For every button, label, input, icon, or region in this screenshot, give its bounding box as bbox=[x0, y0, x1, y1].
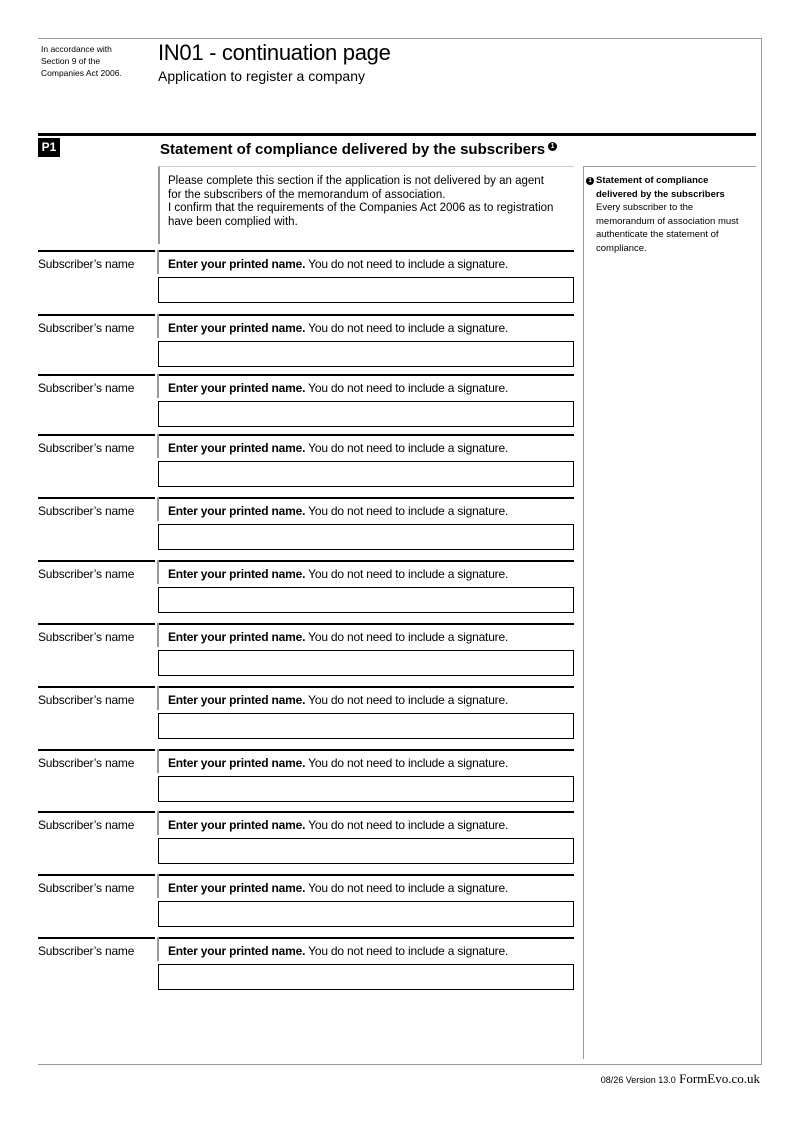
subscriber-label: Subscriber’s name bbox=[38, 818, 135, 832]
subscriber-name-field[interactable] bbox=[158, 587, 574, 613]
sidebar-note-heading-line: delivered by the subscribers bbox=[596, 188, 725, 200]
row-separator bbox=[157, 686, 159, 710]
intro-line: Please complete this section if the application is not delivered by an agent bbox=[168, 175, 544, 187]
subscriber-label: Subscriber’s name bbox=[38, 630, 135, 644]
section-heading-text: Statement of compliance delivered by the subscribers bbox=[160, 141, 546, 158]
subscriber-label: Subscriber’s name bbox=[38, 693, 135, 707]
subscriber-instruction bbox=[168, 944, 508, 958]
row-divider bbox=[158, 623, 574, 625]
row-divider bbox=[158, 374, 574, 376]
row-separator bbox=[157, 250, 159, 274]
subscriber-name-field[interactable] bbox=[158, 713, 574, 739]
row-separator bbox=[157, 560, 159, 584]
subscriber-name-field[interactable] bbox=[158, 341, 574, 367]
instruction-bold: Enter your printed name. bbox=[168, 944, 306, 958]
instruction-bold: Enter your printed name. bbox=[168, 504, 306, 518]
instruction-text: You do not need to include a signature. bbox=[305, 756, 509, 770]
subscriber-name-field[interactable] bbox=[158, 524, 574, 550]
instruction-bold: Enter your printed name. bbox=[168, 567, 306, 581]
instruction-bold: Enter your printed name. bbox=[168, 818, 306, 832]
subscriber-label: Subscriber’s name bbox=[38, 756, 135, 770]
row-separator bbox=[157, 623, 159, 647]
form-subtitle: Application to register a company bbox=[158, 68, 365, 84]
legal-line: Companies Act 2006. bbox=[41, 68, 122, 78]
instruction-text: You do not need to include a signature. bbox=[305, 257, 509, 271]
legal-reference bbox=[41, 43, 141, 79]
section-divider bbox=[38, 133, 756, 136]
subscriber-name-field[interactable] bbox=[158, 838, 574, 864]
subscriber-instruction bbox=[168, 381, 508, 395]
row-divider bbox=[38, 874, 155, 876]
instruction-bold: Enter your printed name. bbox=[168, 881, 306, 895]
sidebar-note-heading-line: Statement of compliance bbox=[596, 175, 709, 186]
row-divider bbox=[38, 749, 155, 751]
row-divider bbox=[38, 623, 155, 625]
subscriber-instruction bbox=[168, 881, 508, 895]
subscriber-instruction bbox=[168, 321, 508, 335]
row-divider bbox=[38, 560, 155, 562]
row-divider bbox=[38, 497, 155, 499]
subscriber-label: Subscriber’s name bbox=[38, 504, 135, 518]
instruction-bold: Enter your printed name. bbox=[168, 321, 306, 335]
instruction-text: You do not need to include a signature. bbox=[305, 567, 509, 581]
subscriber-instruction bbox=[168, 441, 508, 455]
instruction-bold: Enter your printed name. bbox=[168, 257, 306, 271]
subscriber-label: Subscriber’s name bbox=[38, 567, 135, 581]
subscriber-label: Subscriber’s name bbox=[38, 321, 135, 335]
page-border-bottom bbox=[38, 1064, 762, 1065]
subscriber-row bbox=[38, 937, 575, 1017]
footer bbox=[601, 1071, 760, 1087]
instruction-text: You do not need to include a signature. bbox=[305, 818, 509, 832]
intro-line: for the subscribers of the memorandum of association. bbox=[168, 188, 446, 201]
subscriber-label: Subscriber’s name bbox=[38, 381, 135, 395]
row-separator bbox=[157, 314, 159, 338]
page-border-right bbox=[761, 38, 762, 1065]
row-divider bbox=[158, 560, 574, 562]
row-divider bbox=[158, 250, 574, 252]
subscriber-label: Subscriber’s name bbox=[38, 257, 135, 271]
row-divider bbox=[158, 811, 574, 813]
row-separator bbox=[157, 874, 159, 898]
row-separator bbox=[157, 374, 159, 398]
section-badge: P1 bbox=[38, 138, 60, 157]
row-separator bbox=[157, 811, 159, 835]
subscriber-label: Subscriber’s name bbox=[38, 944, 135, 958]
row-divider bbox=[38, 434, 155, 436]
instruction-text: You do not need to include a signature. bbox=[305, 630, 509, 644]
subscriber-label: Subscriber’s name bbox=[38, 441, 135, 455]
row-separator bbox=[157, 434, 159, 458]
row-divider bbox=[158, 314, 574, 316]
subscriber-name-field[interactable] bbox=[158, 461, 574, 487]
instruction-text: You do not need to include a signature. bbox=[305, 321, 509, 335]
sidebar-note-line: memorandum of association must bbox=[596, 215, 739, 227]
sidebar-note-line: authenticate the statement of bbox=[596, 229, 719, 241]
row-divider bbox=[158, 937, 574, 939]
row-divider bbox=[158, 749, 574, 751]
section-heading bbox=[160, 141, 557, 158]
subscriber-instruction bbox=[168, 693, 508, 707]
legal-line: In accordance with bbox=[41, 44, 112, 54]
subscriber-label: Subscriber’s name bbox=[38, 881, 135, 895]
sidebar-note-heading bbox=[586, 174, 751, 201]
subscriber-instruction bbox=[168, 504, 508, 518]
row-divider bbox=[38, 374, 155, 376]
instruction-text: You do not need to include a signature. bbox=[305, 693, 509, 707]
instruction-text: You do not need to include a signature. bbox=[305, 381, 509, 395]
page-border-top bbox=[38, 38, 762, 39]
subscriber-name-field[interactable] bbox=[158, 277, 574, 303]
note-marker-icon: 1 bbox=[548, 142, 557, 151]
legal-line: Section 9 of the bbox=[41, 56, 101, 66]
subscriber-instruction bbox=[168, 756, 508, 770]
sidebar-note bbox=[586, 174, 751, 256]
subscriber-name-field[interactable] bbox=[158, 650, 574, 676]
sidebar-note-line: Every subscriber to the bbox=[596, 202, 694, 214]
subscriber-instruction bbox=[168, 630, 508, 644]
subscriber-name-field[interactable] bbox=[158, 776, 574, 802]
instruction-bold: Enter your printed name. bbox=[168, 693, 306, 707]
subscriber-instruction bbox=[168, 818, 508, 832]
row-divider bbox=[158, 686, 574, 688]
sidebar-divider bbox=[583, 166, 756, 167]
row-divider bbox=[158, 497, 574, 499]
row-divider bbox=[38, 250, 155, 252]
subscriber-name-field[interactable] bbox=[158, 901, 574, 927]
instruction-text: You do not need to include a signature. bbox=[305, 441, 509, 455]
row-separator bbox=[157, 937, 159, 961]
sidebar-note-line: compliance. bbox=[596, 242, 647, 254]
version-text: 08/26 Version 13.0 bbox=[600, 1075, 676, 1085]
form-title: IN01 - continuation page bbox=[158, 40, 391, 65]
intro-line: I confirm that the requirements of the Companies Act 2006 as to registration bbox=[168, 202, 554, 215]
row-divider bbox=[158, 434, 574, 436]
instruction-text: You do not need to include a signature. bbox=[305, 944, 509, 958]
row-divider bbox=[38, 314, 155, 316]
subscriber-instruction bbox=[168, 567, 508, 581]
row-divider bbox=[158, 874, 574, 876]
subscriber-name-field[interactable] bbox=[158, 401, 574, 427]
instruction-bold: Enter your printed name. bbox=[168, 381, 306, 395]
instruction-bold: Enter your printed name. bbox=[168, 756, 306, 770]
subscriber-name-field[interactable] bbox=[158, 964, 574, 990]
brand-text: FormEvo.co.uk bbox=[679, 1071, 760, 1086]
row-divider bbox=[38, 811, 155, 813]
instruction-text: You do not need to include a signature. bbox=[305, 504, 509, 518]
instruction-text: You do not need to include a signature. bbox=[305, 881, 509, 895]
subscriber-instruction bbox=[168, 257, 508, 271]
sidebar-border bbox=[583, 166, 584, 1059]
row-separator bbox=[157, 749, 159, 773]
instruction-bold: Enter your printed name. bbox=[168, 630, 306, 644]
row-divider bbox=[38, 937, 155, 939]
row-divider bbox=[38, 686, 155, 688]
row-separator bbox=[157, 497, 159, 521]
intro-line: have been complied with. bbox=[168, 215, 298, 228]
note-marker-icon: 1 bbox=[586, 177, 594, 185]
instruction-bold: Enter your printed name. bbox=[168, 441, 306, 455]
intro-text bbox=[168, 175, 568, 229]
